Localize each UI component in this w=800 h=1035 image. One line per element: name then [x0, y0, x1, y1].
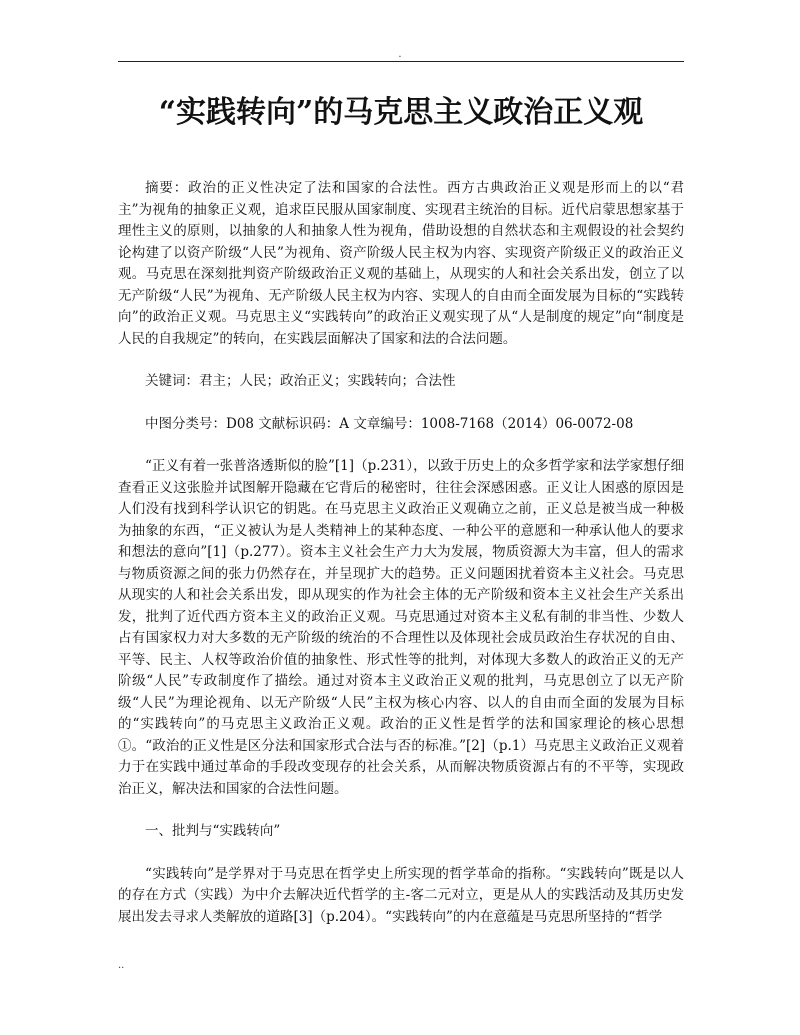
page-title: “实践转向”的马克思主义政治正义观 [158, 95, 644, 130]
classification-line: 中图分类号：D08 文献标识码：A 文章编号：1008-7168（2014）06-0072-08 [145, 415, 634, 432]
document-body [118, 178, 684, 928]
header-rule [118, 61, 684, 62]
body-paragraph: “正义有着一张普洛透斯似的脸”[1]（p.231），以致于历史上的众多哲学家和法学家想仔细查看正义这张脸并试图解开隐藏在它背后的秘密时，往往会深感困惑。正义让人困惑的原因是人们没有找到科学认识它的钥匙。在马克思主义政治正义观确立之前，正义总是被当成一种极为抽象的东西，“正义被认为是人类精神上的某种态度、一种公平的意愿和一种承认他人的要求和想法的意向”[1]（p.277）。资本主义社会生产力大为发展，物质资源大为丰富，但人的需求与物质资源之间的张力仍然存在，并呈现扩大的趋势。正义问题困扰着资本主义社会。马克思从现实的人和社会关系出发，即从现实的作为社会主体的无产阶级和资本主义社会生产关系出发，批判了近代西方资本主义的政治正义观。马克思通过对资本主义私有制的非当性、少数人占有国家权力对大多数的无产阶级的统治的不合理性以及体现社会成员政治生存状况的自由、平等、民主、人权等政治价值的抽象性、形式性等的批判，对体现大多数人的政治正义的无产阶级“人民”专政制度作了描绘。通过对资本主义政治正义观的批判，马克思创立了以无产阶级“人民”为理论视角、以无产阶级“人民”主权为核心内容、以人的自由而全面的发展为目标的“实践转向”的马克思主义政治正义观。政治的正义性是哲学的法和国家理论的核心思想①。“政治的正义性是区分法和国家形式合法与否的标准。”[2]（p.1）马克思主义政治正义观着力于在实践中通过革命的手段改变现存的社会关系，从而解决物质资源占有的不平等，实现政治正义，解决法和国家的合法性问题。 [118, 458, 684, 797]
header-mark: . [398, 49, 402, 60]
keywords-line: 关键词：君主；人民；政治正义；实践转向；合法性 [145, 373, 456, 389]
abstract-paragraph: 摘要：政治的正义性决定了法和国家的合法性。西方古典政治正义观是形而上的以“君主”为视角的抽象正义观，追求臣民服从国家制度、实现君主统治的目标。近代启蒙思想家基于理性主义的原则，以抽象的人和抽象人性为视角，借助设想的自然状态和主观假设的社会契约论构建了以资产阶级“人民”为视角、资产阶级人民主权为内容、实现资产阶级正义的政治正义观。马克思在深刻批判资产阶级政治正义观的基础上，从现实的人和社会关系出发，创立了以无产阶级“人民”为视角、无产阶级人民主权为内容、实现人的自由而全面发展为目标的“实践转向”的政治正义观。马克思主义“实践转向”的政治正义观实现了从“人是制度的规定”向“制度是人民的自我规定”的转向，在实践层面解决了国家和法的合法问题。 [118, 180, 684, 347]
footer-mark: .. [118, 960, 125, 971]
body-paragraph: “实践转向”是学界对于马克思在哲学史上所实现的哲学革命的指称。“实践转向”既是以人的存在方式（实践）为中介去解决近代哲学的主-客二元对立，更是从人的实践活动及其历史发展出发去寻求人类解放的道路[3]（p.204）。“实践转向”的内在意蕴是马克思所坚持的“哲学 [118, 865, 684, 925]
section-heading: 一、批判与“实践转向” [145, 823, 281, 839]
